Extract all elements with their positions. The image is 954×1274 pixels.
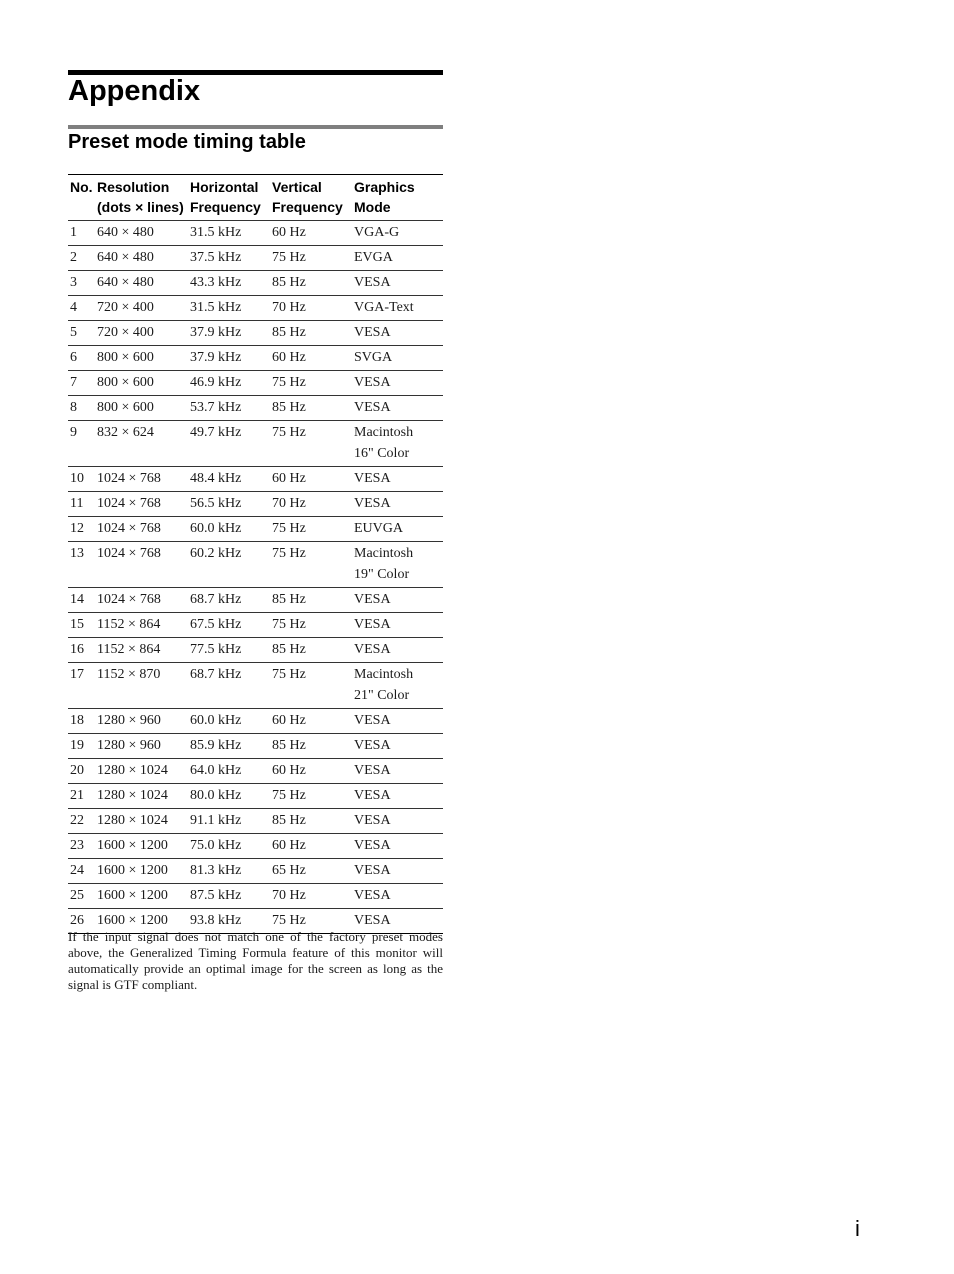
graphics-mode-line: VESA: [354, 738, 391, 753]
graphics-mode-line: Macintosh: [354, 546, 414, 561]
table-row: [68, 638, 443, 663]
cell-vertical-frequency: 70 Hz: [270, 492, 352, 517]
page-title: Appendix: [68, 75, 201, 107]
cell-horizontal-frequency: 49.7 kHz: [188, 421, 270, 467]
cell-no: 16: [68, 638, 95, 663]
table-row: [68, 296, 443, 321]
cell-horizontal-frequency: 56.5 kHz: [188, 492, 270, 517]
cell-no: 2: [68, 246, 95, 271]
cell-horizontal-frequency: 60.2 kHz: [188, 542, 270, 588]
cell-no: 8: [68, 396, 95, 421]
table-row: [68, 467, 443, 492]
cell-vertical-frequency: 65 Hz: [270, 859, 352, 884]
header-vertical-frequency: [270, 175, 352, 221]
cell-horizontal-frequency: 37.5 kHz: [188, 246, 270, 271]
header-vertical-line2: Frequency: [272, 199, 343, 215]
header-graphics-line1: Graphics: [354, 179, 415, 195]
table-row: [68, 734, 443, 759]
table-row: [68, 884, 443, 909]
cell-no: 24: [68, 859, 95, 884]
cell-graphics-mode: [352, 638, 443, 663]
table-row: [68, 663, 443, 709]
cell-resolution: 640 × 480: [95, 271, 188, 296]
cell-graphics-mode: [352, 296, 443, 321]
graphics-mode-line: Macintosh: [354, 425, 414, 440]
graphics-mode-line: Macintosh: [354, 667, 414, 682]
cell-resolution: 1024 × 768: [95, 492, 188, 517]
header-no-line1: No.: [70, 179, 93, 195]
header-horizontal-line2: Frequency: [190, 199, 261, 215]
cell-horizontal-frequency: 37.9 kHz: [188, 346, 270, 371]
preset-timing-table: [68, 174, 443, 934]
graphics-mode-line: 21" Color: [354, 688, 410, 703]
table-row: [68, 517, 443, 542]
cell-resolution: 640 × 480: [95, 246, 188, 271]
graphics-mode-line: VESA: [354, 400, 391, 415]
header-vertical-line1: Vertical: [272, 179, 322, 195]
graphics-mode-line: VGA-G: [354, 225, 400, 240]
cell-graphics-mode: [352, 759, 443, 784]
cell-graphics-mode: [352, 613, 443, 638]
cell-graphics-mode: [352, 709, 443, 734]
header-graphics-mode: [352, 175, 443, 221]
cell-vertical-frequency: 60 Hz: [270, 221, 352, 246]
cell-no: 1: [68, 221, 95, 246]
cell-horizontal-frequency: 31.5 kHz: [188, 221, 270, 246]
cell-vertical-frequency: 75 Hz: [270, 542, 352, 588]
cell-vertical-frequency: 60 Hz: [270, 759, 352, 784]
cell-resolution: 800 × 600: [95, 346, 188, 371]
graphics-mode-line: VESA: [354, 763, 391, 778]
cell-no: 4: [68, 296, 95, 321]
cell-no: 6: [68, 346, 95, 371]
cell-no: 14: [68, 588, 95, 613]
cell-resolution: 1600 × 1200: [97, 913, 168, 928]
gtf-note: If the input signal does not match one of the factory preset modes above, the Generalized Timing Formula feature of this monitor will automatically provide an optimal image for the screen as long as the signal is GTF compliant.: [68, 929, 443, 992]
table-row: [68, 834, 443, 859]
cell-no: 22: [68, 809, 95, 834]
cell-vertical-frequency: 75 Hz: [270, 371, 352, 396]
cell-resolution: 1024 × 768: [95, 542, 188, 588]
cell-graphics-mode: [352, 734, 443, 759]
header-resolution: [95, 175, 188, 221]
cell-no: 9: [68, 421, 95, 467]
header-graphics-line2: Mode: [354, 199, 391, 215]
graphics-mode-line: VESA: [354, 592, 391, 607]
cell-horizontal-frequency: 80.0 kHz: [188, 784, 270, 809]
cell-vertical-frequency: 75 Hz: [270, 613, 352, 638]
cell-no: 10: [68, 467, 95, 492]
cell-graphics-mode: [352, 517, 443, 542]
cell-resolution: 1600 × 1200: [95, 859, 188, 884]
cell-resolution: 1152 × 870: [95, 663, 188, 709]
graphics-mode-line: SVGA: [354, 350, 393, 365]
cell-graphics-mode: [352, 271, 443, 296]
table-row: [68, 492, 443, 517]
graphics-mode-line: VESA: [354, 913, 391, 928]
graphics-mode-line: VESA: [354, 275, 391, 290]
graphics-mode-line: VESA: [354, 496, 391, 511]
cell-horizontal-frequency: 53.7 kHz: [188, 396, 270, 421]
graphics-mode-line: VESA: [354, 617, 391, 632]
graphics-mode-line: VESA: [354, 788, 391, 803]
graphics-mode-line: VESA: [354, 888, 391, 903]
cell-horizontal-frequency: 60.0 kHz: [188, 709, 270, 734]
graphics-mode-line: EUVGA: [354, 521, 403, 536]
cell-no: 15: [68, 613, 95, 638]
graphics-mode-line: VESA: [354, 838, 391, 853]
cell-graphics-mode: [352, 346, 443, 371]
cell-no: 20: [68, 759, 95, 784]
table-row: [68, 396, 443, 421]
cell-resolution: 1152 × 864: [95, 638, 188, 663]
cell-graphics-mode: [352, 246, 443, 271]
cell-no: 26: [70, 913, 84, 928]
cell-resolution: 800 × 600: [95, 371, 188, 396]
cell-resolution: 1280 × 960: [95, 709, 188, 734]
cell-graphics-mode: [352, 859, 443, 884]
table-row: [68, 784, 443, 809]
cell-resolution: 1600 × 1200: [95, 834, 188, 859]
graphics-mode-line: VESA: [354, 863, 391, 878]
graphics-mode-line: EVGA: [354, 250, 393, 265]
table-row: [68, 542, 443, 588]
table-row: [68, 588, 443, 613]
cell-graphics-mode: [352, 321, 443, 346]
cell-horizontal-frequency: 85.9 kHz: [188, 734, 270, 759]
cell-no: 21: [68, 784, 95, 809]
cell-resolution: 720 × 400: [95, 321, 188, 346]
cell-resolution: 1280 × 1024: [95, 759, 188, 784]
cell-no: 3: [68, 271, 95, 296]
table-row: [68, 371, 443, 396]
cell-vertical-frequency: 75 Hz: [270, 517, 352, 542]
cell-horizontal-frequency: 67.5 kHz: [188, 613, 270, 638]
cell-no: 13: [68, 542, 95, 588]
cell-resolution: 800 × 600: [95, 396, 188, 421]
cell-horizontal-frequency: 87.5 kHz: [188, 884, 270, 909]
cell-horizontal-frequency: 48.4 kHz: [188, 467, 270, 492]
graphics-mode-line: VESA: [354, 713, 391, 728]
section-title: Preset mode timing table: [68, 131, 306, 153]
cell-horizontal-frequency: 37.9 kHz: [188, 321, 270, 346]
cell-horizontal-frequency: 81.3 kHz: [188, 859, 270, 884]
table-row: [68, 809, 443, 834]
graphics-mode-line: VESA: [354, 813, 391, 828]
cell-resolution: 1024 × 768: [95, 588, 188, 613]
cell-vertical-frequency: 85 Hz: [270, 809, 352, 834]
cell-vertical-frequency: 60 Hz: [270, 467, 352, 492]
cell-resolution: 640 × 480: [95, 221, 188, 246]
table-row: [68, 271, 443, 296]
table-row: [68, 709, 443, 734]
cell-horizontal-frequency: 31.5 kHz: [188, 296, 270, 321]
cell-vertical-frequency: 85 Hz: [270, 321, 352, 346]
header-resolution-line2: (dots × lines): [97, 199, 184, 215]
graphics-mode-line: 19" Color: [354, 567, 410, 582]
graphics-mode-line: VESA: [354, 375, 391, 390]
cell-graphics-mode: [352, 371, 443, 396]
cell-graphics-mode: [352, 809, 443, 834]
cell-vertical-frequency: 85 Hz: [270, 638, 352, 663]
cell-horizontal-frequency: 60.0 kHz: [188, 517, 270, 542]
cell-horizontal-frequency: 91.1 kHz: [188, 809, 270, 834]
table-row: [68, 246, 443, 271]
cell-no: 12: [68, 517, 95, 542]
cell-no: 5: [68, 321, 95, 346]
table-row: [68, 321, 443, 346]
table-row: [68, 346, 443, 371]
graphics-mode-line: VESA: [354, 325, 391, 340]
cell-resolution: 1280 × 960: [95, 734, 188, 759]
table-row: [68, 759, 443, 784]
cell-horizontal-frequency: 64.0 kHz: [188, 759, 270, 784]
table-row: [68, 859, 443, 884]
graphics-mode-line: VESA: [354, 471, 391, 486]
table-header-row: [68, 175, 443, 221]
cell-vertical-frequency: 85 Hz: [270, 588, 352, 613]
cell-no: 7: [68, 371, 95, 396]
cell-vertical-frequency: 85 Hz: [270, 396, 352, 421]
cell-vertical-frequency: 60 Hz: [270, 834, 352, 859]
cell-vertical-frequency: 75 Hz: [270, 784, 352, 809]
cell-graphics-mode: [352, 663, 443, 709]
cell-graphics-mode: [352, 784, 443, 809]
cell-resolution: 1024 × 768: [95, 517, 188, 542]
cell-vertical-frequency: 75 Hz: [270, 246, 352, 271]
cell-horizontal-frequency: 46.9 kHz: [188, 371, 270, 396]
cell-vertical-frequency: 70 Hz: [270, 884, 352, 909]
cell-graphics-mode: [352, 884, 443, 909]
cell-graphics-mode: [352, 396, 443, 421]
cell-resolution: 1280 × 1024: [95, 784, 188, 809]
cell-vertical-frequency: 70 Hz: [270, 296, 352, 321]
cell-graphics-mode: [352, 467, 443, 492]
cell-no: 25: [68, 884, 95, 909]
cell-no: 18: [68, 709, 95, 734]
table-row: [68, 221, 443, 246]
cell-horizontal-frequency: 43.3 kHz: [188, 271, 270, 296]
cell-vertical-frequency: 75 Hz: [270, 663, 352, 709]
cell-resolution: 1024 × 768: [95, 467, 188, 492]
cell-vertical-frequency: 85 Hz: [270, 271, 352, 296]
cell-vertical-frequency: 75 Hz: [270, 421, 352, 467]
header-no: [68, 175, 95, 221]
cell-no: 17: [68, 663, 95, 709]
page-marker: i: [855, 1216, 860, 1241]
cell-resolution: 1600 × 1200: [95, 884, 188, 909]
header-horizontal-frequency: [188, 175, 270, 221]
cell-graphics-mode: [352, 588, 443, 613]
cell-vertical-frequency: 60 Hz: [270, 709, 352, 734]
cell-graphics-mode: [352, 421, 443, 467]
cell-no: 23: [68, 834, 95, 859]
cell-no: 11: [68, 492, 95, 517]
cell-graphics-mode: [352, 221, 443, 246]
cell-horizontal-frequency: 93.8 kHz: [190, 913, 242, 928]
cell-horizontal-frequency: 77.5 kHz: [188, 638, 270, 663]
header-resolution-line1: Resolution: [97, 179, 170, 195]
cell-vertical-frequency: 60 Hz: [270, 346, 352, 371]
cell-resolution: 1280 × 1024: [95, 809, 188, 834]
cell-vertical-frequency: 75 Hz: [272, 913, 306, 928]
cell-resolution: 832 × 624: [95, 421, 188, 467]
cell-resolution: 1152 × 864: [95, 613, 188, 638]
table-body: [68, 221, 443, 934]
cell-graphics-mode: [352, 542, 443, 588]
cell-graphics-mode: [352, 492, 443, 517]
cell-graphics-mode: [352, 834, 443, 859]
table-row: [68, 421, 443, 467]
cell-horizontal-frequency: 68.7 kHz: [188, 663, 270, 709]
cell-horizontal-frequency: 68.7 kHz: [188, 588, 270, 613]
cell-no: 19: [68, 734, 95, 759]
table-row: [68, 613, 443, 638]
cell-vertical-frequency: 85 Hz: [270, 734, 352, 759]
graphics-mode-line: VESA: [354, 642, 391, 657]
graphics-mode-line: VGA-Text: [354, 300, 414, 315]
graphics-mode-line: 16" Color: [354, 446, 410, 461]
header-horizontal-line1: Horizontal: [190, 179, 259, 195]
cell-resolution: 720 × 400: [95, 296, 188, 321]
cell-horizontal-frequency: 75.0 kHz: [188, 834, 270, 859]
